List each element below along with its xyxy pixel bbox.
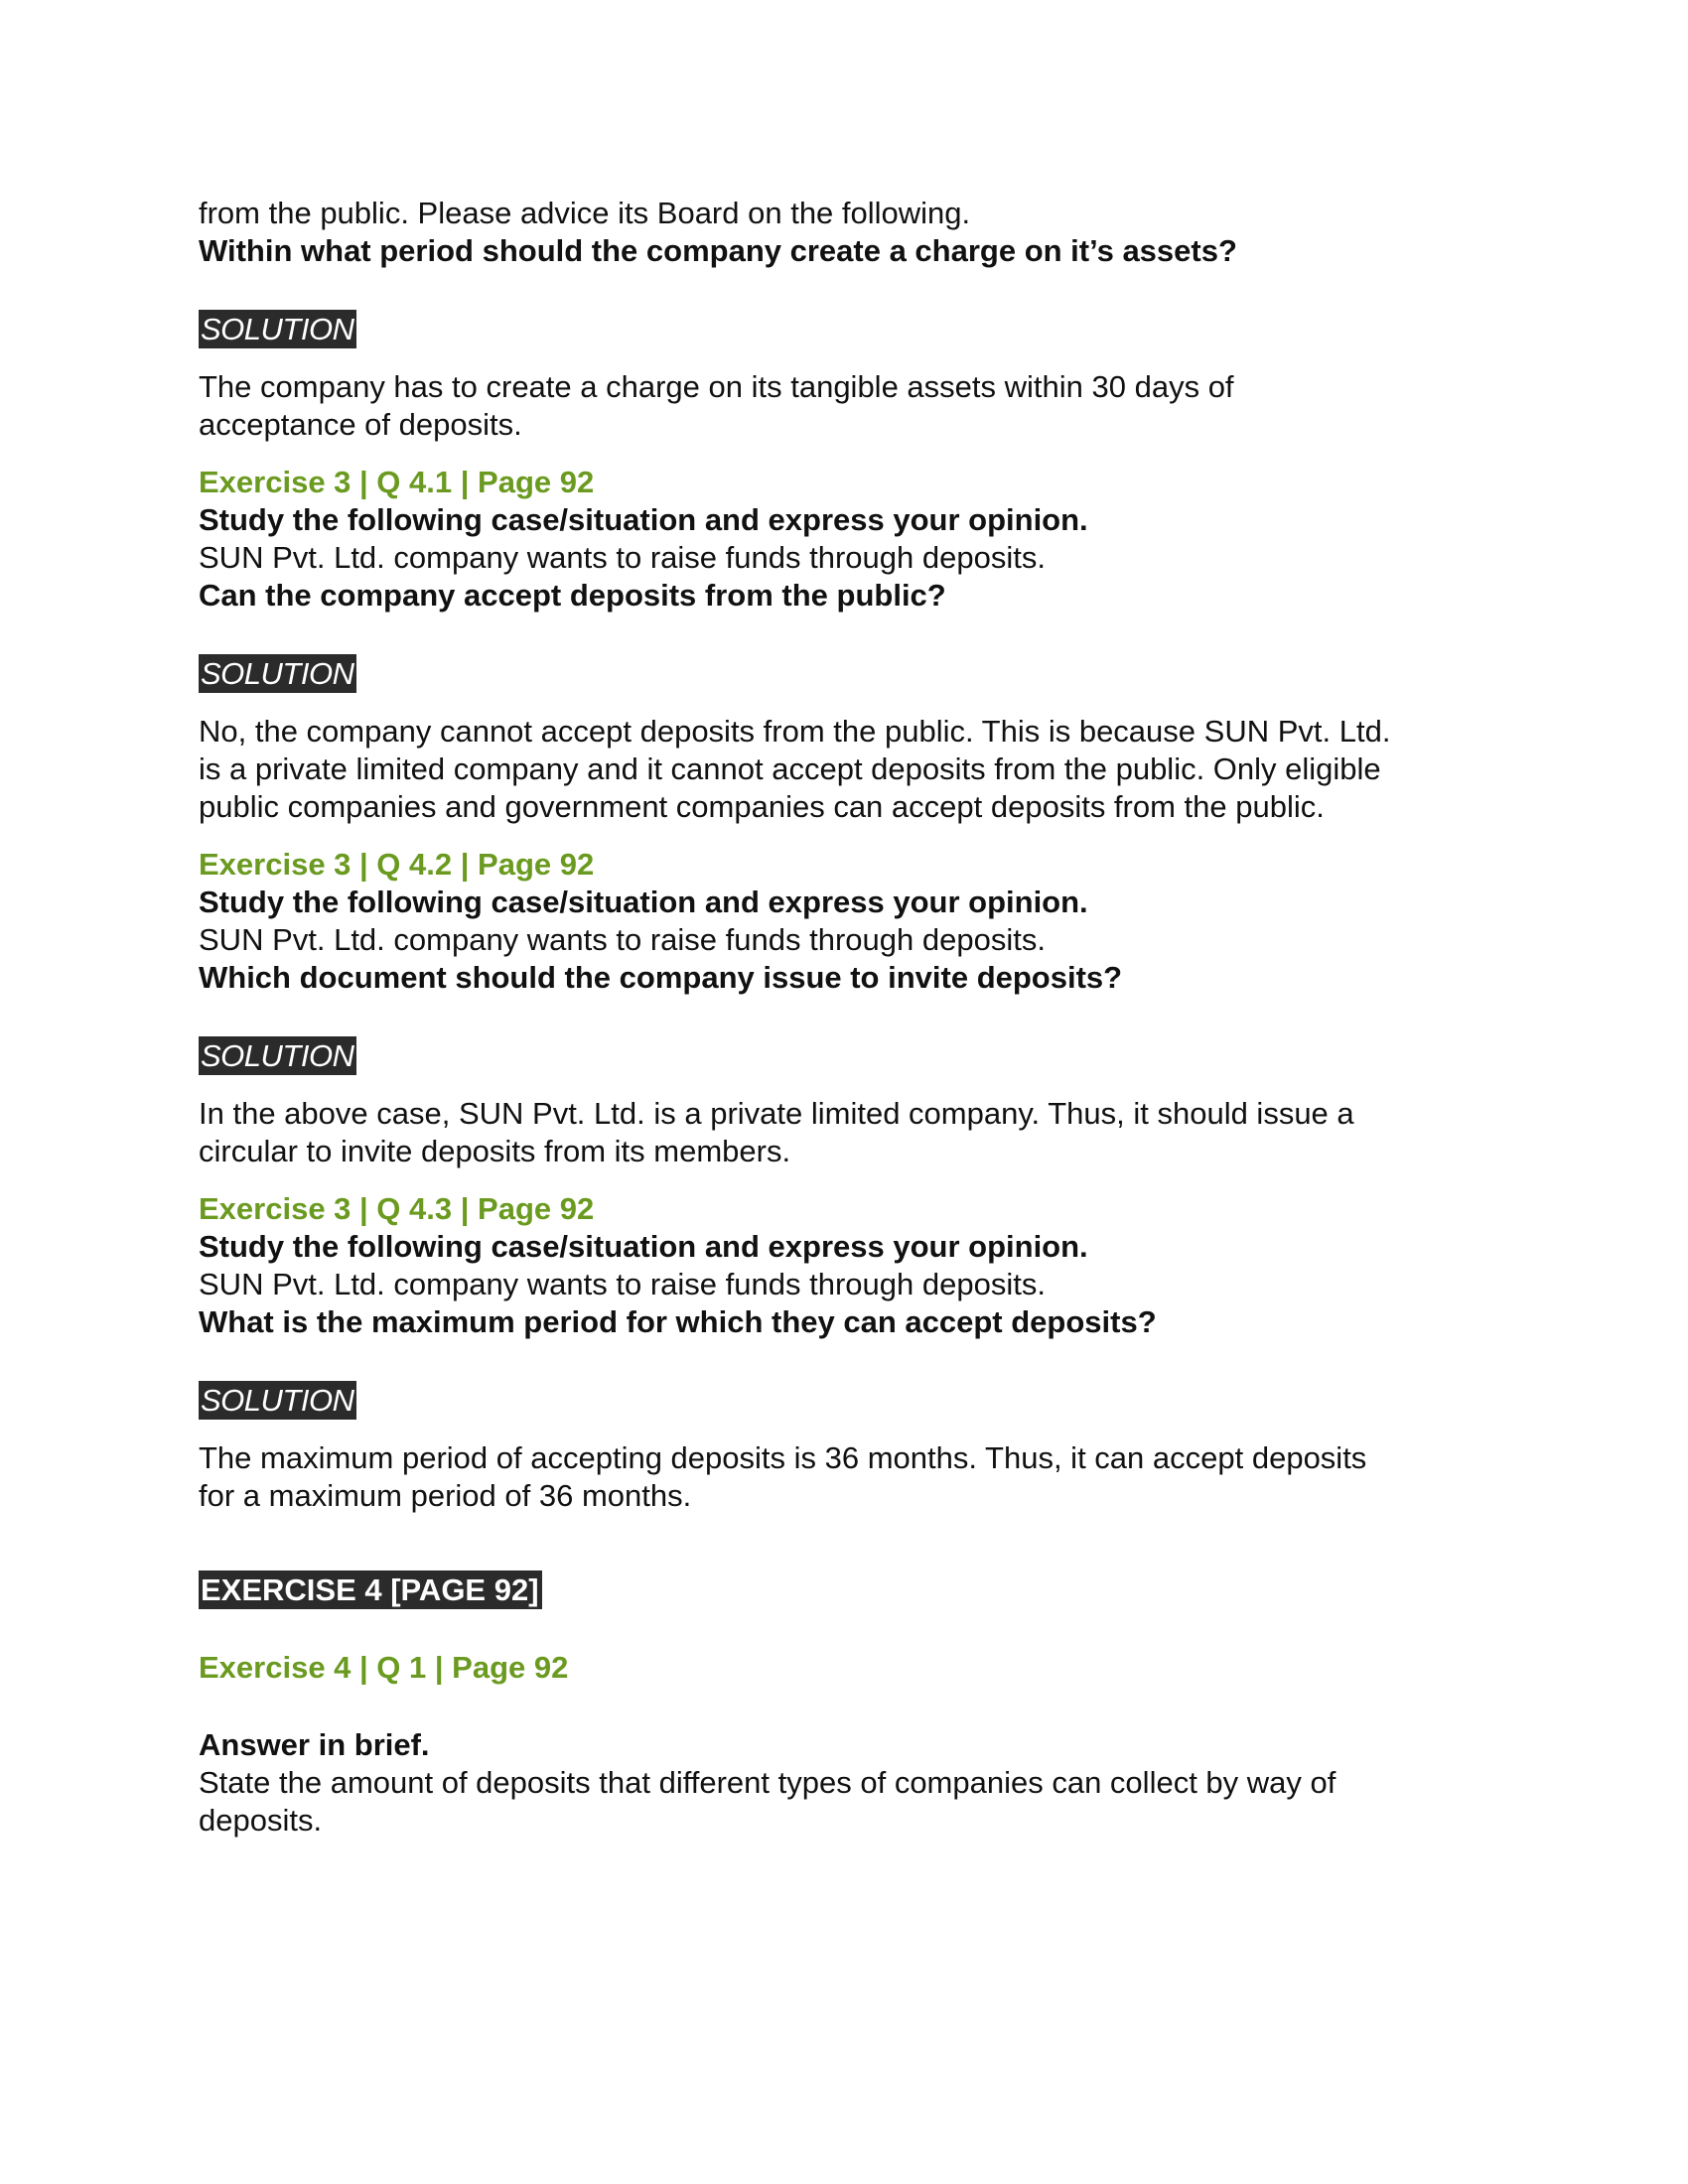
solution-label: SOLUTION	[199, 1036, 356, 1075]
intro-question: Within what period should the company create a charge on it’s assets?	[199, 233, 1237, 268]
solution-text: circular to invite deposits from its members.	[199, 1134, 791, 1168]
solution-text: is a private limited company and it cannot accept deposits from the public. Only eligible	[199, 751, 1381, 786]
intro-text: from the public. Please advice its Board on the following.	[199, 196, 971, 230]
question-heading-4-2: Exercise 3 | Q 4.2 | Page 92	[199, 847, 595, 882]
solution-text: No, the company cannot accept deposits from the public. This is because SUN Pvt. Ltd.	[199, 714, 1391, 749]
question-text: Which document should the company issue to invite deposits?	[199, 960, 1123, 995]
question-prompt: Study the following case/situation and express your opinion.	[199, 502, 1088, 537]
question-case: SUN Pvt. Ltd. company wants to raise funds through deposits.	[199, 1267, 1046, 1301]
question-text: Can the company accept deposits from the public?	[199, 578, 946, 613]
solution-text: public companies and government companies can accept deposits from the public.	[199, 789, 1325, 824]
exercise-4-banner: EXERCISE 4 [PAGE 92]	[199, 1570, 542, 1609]
question-heading-4-1: Exercise 3 | Q 4.1 | Page 92	[199, 465, 595, 499]
question-prompt: Study the following case/situation and express your opinion.	[199, 885, 1088, 919]
question-heading-ex4-q1: Exercise 4 | Q 1 | Page 92	[199, 1650, 569, 1685]
question-prompt: Answer in brief.	[199, 1727, 430, 1762]
solution-text: for a maximum period of 36 months.	[199, 1478, 692, 1513]
solution-text: acceptance of deposits.	[199, 407, 522, 442]
question-case: SUN Pvt. Ltd. company wants to raise funds through deposits.	[199, 922, 1046, 957]
question-text: deposits.	[199, 1803, 323, 1838]
solution-label: SOLUTION	[199, 1381, 356, 1420]
solution-text: The company has to create a charge on its tangible assets within 30 days of	[199, 369, 1234, 404]
question-case: SUN Pvt. Ltd. company wants to raise funds through deposits.	[199, 540, 1046, 575]
question-heading-4-3: Exercise 3 | Q 4.3 | Page 92	[199, 1191, 595, 1226]
solution-label: SOLUTION	[199, 654, 356, 693]
solution-label: SOLUTION	[199, 310, 356, 348]
document-page	[199, 195, 1489, 1840]
question-text: State the amount of deposits that different types of companies can collect by way of	[199, 1765, 1336, 1800]
solution-text: In the above case, SUN Pvt. Ltd. is a private limited company. Thus, it should issue a	[199, 1096, 1354, 1131]
question-prompt: Study the following case/situation and express your opinion.	[199, 1229, 1088, 1264]
question-text: What is the maximum period for which they can accept deposits?	[199, 1304, 1157, 1339]
solution-text: The maximum period of accepting deposits is 36 months. Thus, it can accept deposits	[199, 1440, 1367, 1475]
